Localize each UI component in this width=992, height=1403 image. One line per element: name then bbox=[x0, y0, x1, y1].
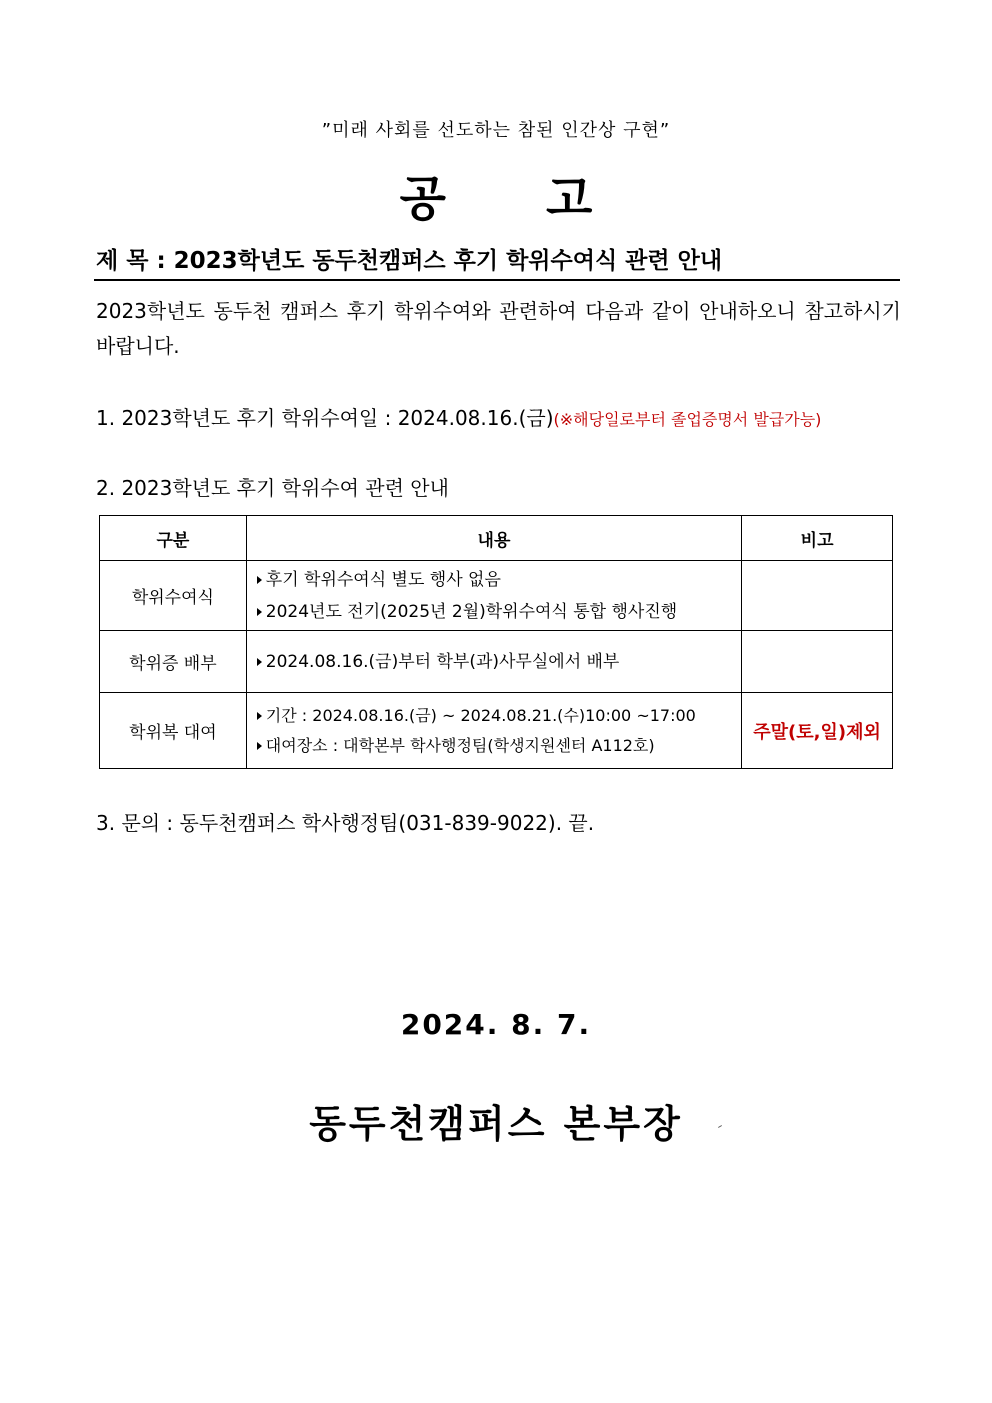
signature: 동두천캠퍼스 본부장 bbox=[309, 1102, 683, 1146]
bullet-icon bbox=[257, 576, 262, 584]
content-line: 대여장소 : 대학본부 학사행정팀(학생지원센터 A112호) bbox=[257, 731, 731, 761]
item-1-note: (※해당일로부터 졸업증명서 발급가능) bbox=[553, 410, 822, 429]
header-category: 구분 bbox=[100, 516, 247, 561]
bullet-icon bbox=[257, 608, 262, 616]
subject-divider bbox=[94, 279, 900, 281]
row-content bbox=[246, 561, 741, 631]
row-remark bbox=[742, 561, 893, 631]
row-remark bbox=[742, 631, 893, 693]
table-row bbox=[100, 561, 893, 631]
content-line: 기간 : 2024.08.16.(금) ~ 2024.08.21.(수)10:00 ~17:00 bbox=[257, 701, 731, 731]
info-table bbox=[99, 515, 893, 769]
item-1 bbox=[96, 402, 821, 431]
table-header-row bbox=[100, 516, 893, 561]
header-content: 내용 bbox=[246, 516, 741, 561]
row-content bbox=[246, 693, 741, 769]
item-1-text: 1. 2023학년도 후기 학위수여일 : 2024.08.16.(금) bbox=[96, 406, 554, 430]
heading-char-left: 공 bbox=[399, 171, 446, 227]
subject-line: 제 목 : 2023학년도 동두천캠퍼스 후기 학위수여식 관련 안내 bbox=[96, 248, 723, 274]
notice-heading bbox=[0, 160, 992, 229]
row-content bbox=[246, 631, 741, 693]
item-2: 2. 2023학년도 후기 학위수여 관련 안내 bbox=[96, 476, 449, 500]
heading-char-right: 고 bbox=[546, 171, 593, 227]
bullet-icon bbox=[257, 712, 262, 720]
header-remark: 비고 bbox=[742, 516, 893, 561]
item-3: 3. 문의 : 동두천캠퍼스 학사행정팀(031-839-9022). 끝. bbox=[96, 811, 595, 835]
notice-date: 2024. 8. 7. bbox=[400, 1008, 592, 1041]
slogan: ”미래 사회를 선도하는 참된 인간상 구현” bbox=[321, 120, 671, 141]
content-line: 2024.08.16.(금)부터 학부(과)사무실에서 배부 bbox=[257, 646, 731, 678]
table-row bbox=[100, 693, 893, 769]
table-row bbox=[100, 631, 893, 693]
bullet-icon bbox=[257, 742, 262, 750]
row-category: 학위복 대여 bbox=[100, 693, 247, 769]
row-category: 학위수여식 bbox=[100, 561, 247, 631]
row-remark: 주말(토,일)제외 bbox=[742, 693, 893, 769]
intro-paragraph: 2023학년도 동두천 캠퍼스 후기 학위수여와 관련하여 다음과 같이 안내하오니 참고하시기 바랍니다. bbox=[96, 299, 901, 358]
content-line: 후기 학위수여식 별도 행사 없음 bbox=[257, 564, 731, 596]
row-category: 학위증 배부 bbox=[100, 631, 247, 693]
bullet-icon bbox=[257, 658, 262, 666]
content-line: 2024년도 전기(2025년 2월)학위수여식 통합 행사진행 bbox=[257, 596, 731, 628]
